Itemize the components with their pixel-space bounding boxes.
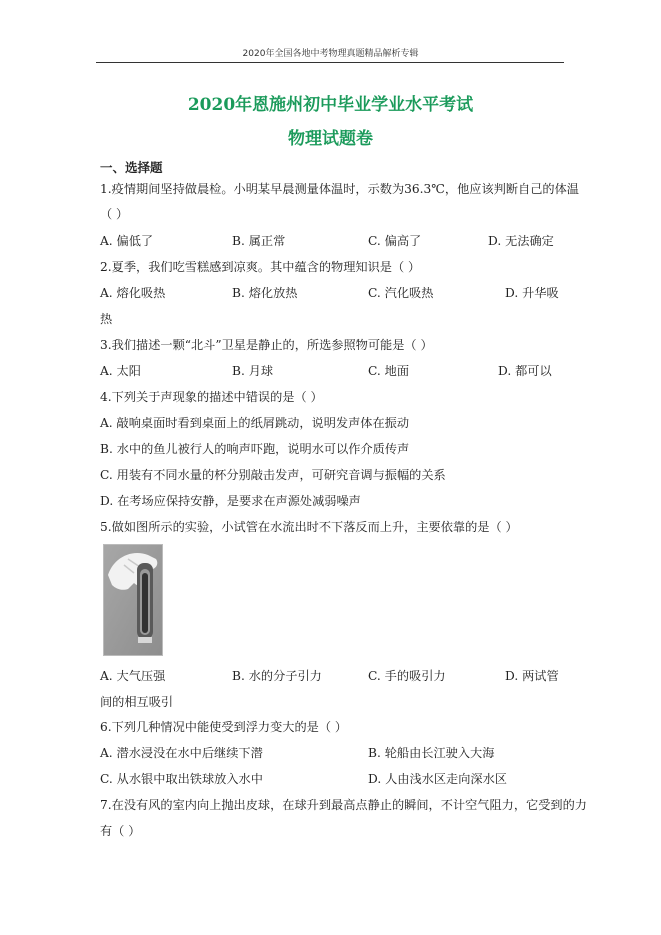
question-4-option-a: A. 敲响桌面时看到桌面上的纸屑跳动，说明发声体在振动 bbox=[100, 416, 410, 430]
question-2-option-b: B. 熔化放热 bbox=[232, 286, 298, 300]
question-3-stem: 3.我们描述一颗“北斗”卫星是静止的，所选参照物可能是（ ） bbox=[100, 338, 433, 352]
question-6-stem: 6.下列几种情况中能使受到浮力变大的是（ ） bbox=[100, 720, 348, 734]
question-3-option-c: C. 地面 bbox=[368, 364, 410, 378]
exam-subtitle: 物理试题卷 bbox=[288, 129, 373, 149]
question-7-stem-cont: 有（ ） bbox=[100, 824, 141, 838]
question-6-option-c: C. 从水银中取出铁球放入水中 bbox=[100, 772, 263, 786]
question-1-stem-cont: （ ） bbox=[100, 207, 129, 221]
section-heading: 一、选择题 bbox=[100, 160, 163, 175]
question-7-stem: 7.在没有风的室内向上抛出皮球，在球升到最高点静止的瞬间，不计空气阻力，它受到的力 bbox=[100, 798, 587, 812]
question-5-option-c: C. 手的吸引力 bbox=[368, 669, 446, 683]
question-5-option-d: D. 两试管 bbox=[505, 669, 559, 683]
question-4-stem: 4.下列关于声现象的描述中错误的是（ ） bbox=[100, 390, 323, 404]
question-5-option-d-wrap: 间的相互吸引 bbox=[100, 695, 174, 709]
question-2-option-d-wrap: 热 bbox=[100, 312, 113, 326]
question-1-option-b: B. 属正常 bbox=[232, 234, 286, 248]
question-1-stem: 1.疫情期间坚持做晨检。小明某早晨测量体温时，示数为36.3℃，他应该判断自己的体温 bbox=[100, 182, 579, 196]
test-tube-photo bbox=[103, 544, 163, 656]
question-5-stem: 5.做如图所示的实验，小试管在水流出时不下落反而上升，主要依靠的是（ ） bbox=[100, 520, 518, 534]
question-5-option-b: B. 水的分子引力 bbox=[232, 669, 322, 683]
question-2-option-c: C. 汽化吸热 bbox=[368, 286, 434, 300]
header-divider bbox=[96, 62, 564, 63]
page-header: 2020年全国各地中考物理真题精品解析专辑 bbox=[242, 49, 419, 59]
question-4-option-d: D. 在考场应保持安静，是要求在声源处减弱噪声 bbox=[100, 494, 361, 508]
question-1-option-d: D. 无法确定 bbox=[488, 234, 554, 248]
question-2-option-d: D. 升华吸 bbox=[505, 286, 559, 300]
question-4-option-c: C. 用装有不同水量的杯分别敲击发声，可研究音调与振幅的关系 bbox=[100, 468, 446, 482]
question-2-option-a: A. 熔化吸热 bbox=[100, 286, 166, 300]
question-3-option-d: D. 都可以 bbox=[498, 364, 552, 378]
exam-title: 2020年恩施州初中毕业学业水平考试 bbox=[187, 95, 474, 115]
question-6-option-b: B. 轮船由长江驶入大海 bbox=[368, 746, 495, 760]
question-1-option-c: C. 偏高了 bbox=[368, 234, 422, 248]
question-3-option-a: A. 太阳 bbox=[100, 364, 141, 378]
question-1-option-a: A. 偏低了 bbox=[100, 234, 154, 248]
question-5-option-a: A. 大气压强 bbox=[100, 669, 166, 683]
question-3-option-b: B. 月球 bbox=[232, 364, 274, 378]
question-6-option-a: A. 潜水浸没在水中后继续下潜 bbox=[100, 746, 263, 760]
question-2-stem: 2.夏季，我们吃雪糕感到凉爽。其中蕴含的物理知识是（ ） bbox=[100, 260, 421, 274]
question-4-option-b: B. 水中的鱼儿被行人的响声吓跑，说明水可以作介质传声 bbox=[100, 442, 410, 456]
question-6-option-d: D. 人由浅水区走向深水区 bbox=[368, 772, 507, 786]
test-tube-illustration bbox=[104, 545, 163, 656]
